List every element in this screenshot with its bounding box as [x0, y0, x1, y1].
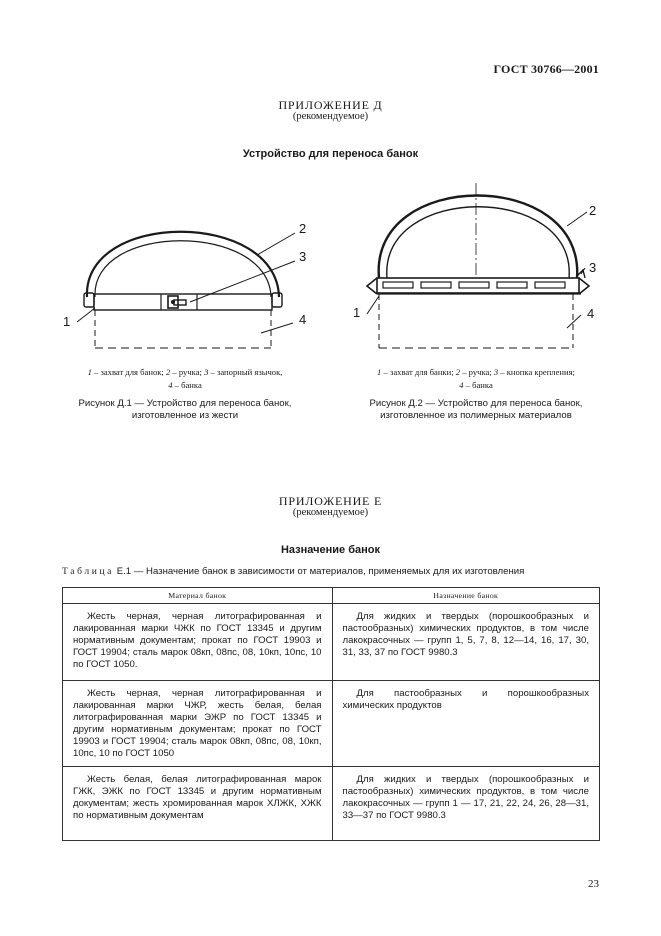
figure-1-legend: 1 – захват для банок; 2 – ручка; 3 – запорный язычок, 4 – банка	[87, 367, 283, 390]
fig2-callout-3: 3	[589, 260, 597, 275]
fig2-handle-inner	[387, 207, 569, 278]
figure-2-caption: Рисунок Д.2 — Устройство для переноса банок, изготовленное из полимерных материалов	[369, 398, 583, 421]
cell-material: Жесть белая, белая литографированная марок ГЖК, ЭЖК по ГОСТ 13345 и другим нормативным документам; жесть хромированная марок ХЛЖК, ХЖК по нормативным документам	[63, 767, 333, 841]
appendix-d-title: ПРИЛОЖЕНИЕ Д	[278, 98, 383, 112]
appendix-e-heading: Назначение банок	[280, 544, 381, 556]
figure-2-drawing	[345, 178, 615, 358]
appendix-e-note: (рекомендуемое)	[292, 507, 369, 518]
cell-material: Жесть черная, черная литографированная и лакированная марки ЧЖР, жесть белая, белая литографированная марки ЭЖР по ГОСТ 13345 и другим нормативным документам; прокат по ГОСТ 19903 и ГОСТ 19904; сталь марок 08кп, 08пс, 08, 10кп, 10пс, 10 по ГОСТ 1050	[63, 681, 333, 767]
materials-table	[62, 587, 600, 841]
fig2-callout-2: 2	[589, 203, 597, 218]
appendix-d-note: (рекомендуемое)	[292, 111, 369, 122]
fig2-grip-bar	[377, 278, 579, 293]
fig1-callout-1: 1	[63, 314, 71, 329]
fig2-callout-4: 4	[587, 306, 595, 321]
header-material: Материал банок	[63, 588, 333, 604]
cell-purpose: Для жидких и твердых (порошкообразных и пастообразных) химических продуктов, в том числе лакокрасочных — групп 1, 5, 7, 8, 12—14, 16, 17, 30, 31, 33, 37 по ГОСТ 9980.3	[332, 604, 600, 681]
table-row	[63, 681, 600, 767]
fig1-hinge-right	[272, 293, 282, 307]
appendix-e-title: ПРИЛОЖЕНИЕ Е	[278, 494, 383, 508]
figure-1-caption: Рисунок Д.1 — Устройство для переноса банок, изготовленное из жести	[78, 398, 292, 421]
fig2-handle	[379, 196, 578, 279]
table-header-row	[63, 588, 600, 604]
figure-1-drawing	[55, 200, 325, 360]
fig1-callout-2: 2	[299, 221, 307, 236]
figure-2-legend: 1 – захват для банки; 2 – ручка; 3 – кнопка крепления; 4 – банка	[377, 367, 575, 390]
fig1-callout-3: 3	[299, 249, 307, 264]
fig2-callout-1: 1	[353, 305, 361, 320]
fig1-callout-4: 4	[299, 312, 307, 327]
cell-purpose: Для пастообразных и порошкообразных химических продуктов	[332, 681, 600, 767]
table-row	[63, 604, 600, 681]
cell-material: Жесть черная, черная литографированная и лакированная марки ЧЖК по ГОСТ 13345 и другим нормативным документам; прокат по ГОСТ 19903 и ГОСТ 19904; сталь марок 08кп, 08пс, 08, 10кп, 10пс, 10 по ГОСТ 1050.	[63, 604, 333, 681]
fig1-handle-inner	[95, 241, 271, 297]
cell-purpose: Для жидких и твердых (порошкообразных и пастообразных) химических продуктов, в том числе лакокрасочных — групп 1 — 17, 21, 22, 24, 26, 28—31, 33—37 по ГОСТ 9980.3	[332, 767, 600, 841]
fig2-clip-right	[579, 278, 589, 294]
fig2-clip-left	[367, 278, 377, 294]
header-purpose: Назначение банок	[332, 588, 600, 604]
fig1-hinge-left	[84, 293, 94, 307]
page-number: 23	[588, 878, 599, 890]
standard-header: ГОСТ 30766—2001	[493, 62, 599, 76]
fig1-grip-bar	[94, 294, 272, 310]
table-caption: Таблица Е.1 — Назначение банок в зависимости от материалов, применяемых для их изготовления	[62, 566, 525, 577]
table-row	[63, 767, 600, 841]
fig1-handle	[87, 232, 279, 297]
appendix-d-heading: Устройство для переноса банок	[242, 148, 419, 160]
